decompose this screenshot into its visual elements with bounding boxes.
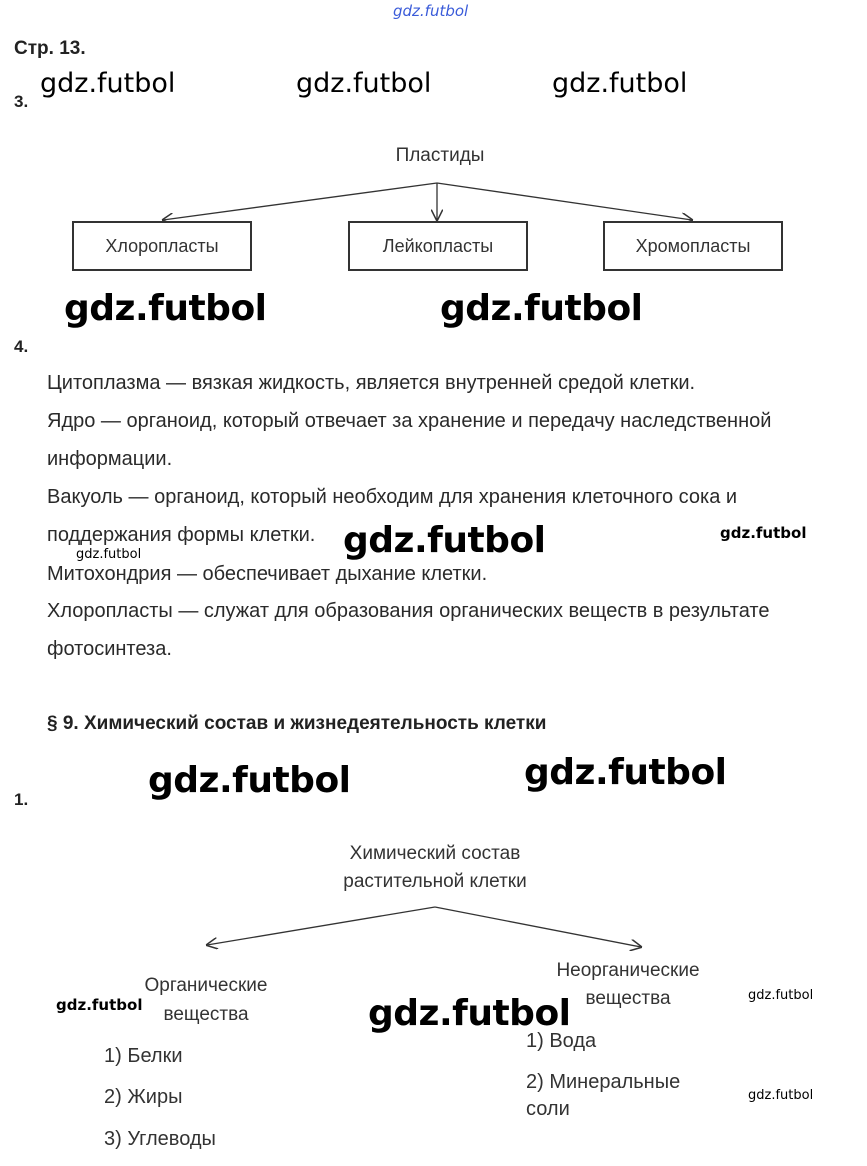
task-4-line-6: Митохондрия — обеспечивает дыхание клетки. (47, 563, 488, 585)
box-leucoplasts: Лейкопласты (348, 221, 528, 271)
watermark: gdz.futbol (40, 68, 176, 99)
watermark-top: gdz.futbol (393, 2, 469, 20)
watermark: gdz.futbol (720, 524, 807, 542)
inorganic-title-line-2: вещества (585, 988, 671, 1009)
arrow-to-inorganic (435, 907, 641, 947)
task-4-line-3: информации. (47, 448, 173, 470)
watermark: gdz.futbol (343, 520, 546, 561)
arrow-to-organic (207, 907, 435, 945)
task-4-line-5: поддержания формы клетки. (47, 524, 316, 546)
watermark: gdz.futbol (64, 288, 267, 329)
organic-item-1: 1) Белки (104, 1045, 183, 1067)
inorganic-item-2: 2) Минеральные (526, 1071, 681, 1093)
plastids-root: Пластиды (395, 145, 485, 166)
watermark: gdz.futbol (748, 1088, 814, 1103)
task-4-line-2: Ядро — органоид, который отвечает за хранение и передачу наследственной (47, 410, 772, 432)
watermark: gdz.futbol (552, 68, 688, 99)
watermark: gdz.futbol (76, 547, 142, 562)
inorganic-title-line-1: Неорганические (556, 960, 700, 981)
watermark: gdz.futbol (56, 996, 143, 1014)
task-4-line-7: Хлоропласты — служат для образования органических веществ в результате (47, 600, 770, 622)
task-4-line-8: фотосинтеза. (47, 638, 172, 660)
watermark: gdz.futbol (748, 988, 814, 1003)
watermark: gdz.futbol (296, 68, 432, 99)
page-label: Стр. 13. (14, 38, 86, 59)
watermark: gdz.futbol (148, 760, 351, 801)
inorganic-item-1: 1) Вода (526, 1030, 597, 1052)
task-4-number: 4. (14, 337, 29, 356)
task-1-number: 1. (14, 790, 29, 809)
box-chloroplasts: Хлоропласты (72, 221, 252, 271)
organic-item-3: 3) Углеводы (104, 1128, 216, 1150)
task-4-line-4: Вакуоль — органоид, который необходим для хранения клеточного сока и (47, 486, 738, 508)
organic-title-line-1: Органические (144, 975, 268, 996)
box-chromoplasts: Хромопласты (603, 221, 783, 271)
task-4-line-1: Цитоплазма — вязкая жидкость, является внутренней средой клетки. (47, 372, 696, 394)
task-3-number: 3. (14, 92, 29, 111)
watermark: gdz.futbol (368, 993, 571, 1034)
watermark: gdz.futbol (440, 288, 643, 329)
organic-title-line-2: вещества (163, 1004, 249, 1025)
arrow-to-chloroplasts (163, 183, 437, 220)
section-title: § 9. Химический состав и жизнедеятельность клетки (47, 713, 547, 734)
watermark: gdz.futbol (524, 752, 727, 793)
composition-root-line-2: растительной клетки (343, 871, 527, 892)
arrow-to-chromoplasts (437, 183, 692, 220)
inorganic-item-2-cont: соли (526, 1098, 570, 1120)
organic-item-2: 2) Жиры (104, 1086, 183, 1108)
composition-root-line-1: Химический состав (349, 843, 521, 864)
